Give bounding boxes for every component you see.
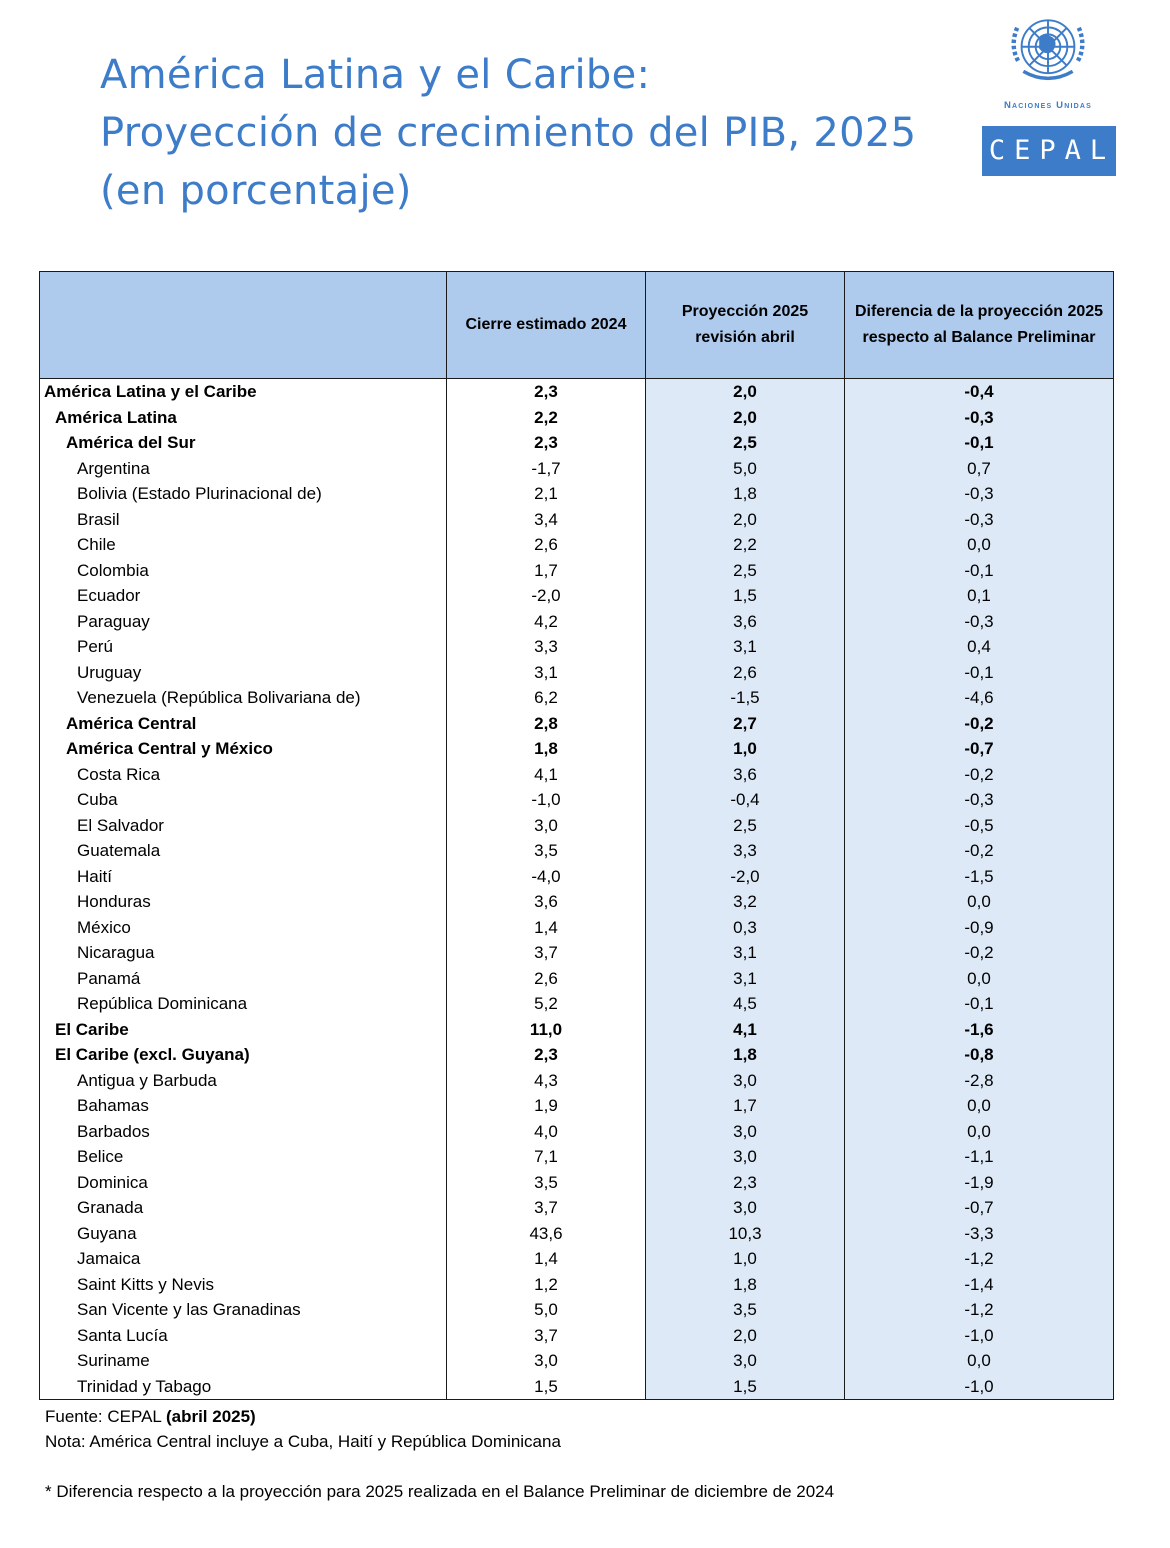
- title-line-2: Proyección de crecimiento del PIB, 2025: [100, 110, 917, 156]
- cell-diferencia: -0,2: [845, 940, 1114, 966]
- table-row: [40, 583, 1114, 609]
- cell-proyeccion-2025: 3,0: [646, 1068, 845, 1094]
- cell-cierre-2024: 5,0: [447, 1297, 646, 1323]
- cell-proyeccion-2025: 2,5: [646, 430, 845, 456]
- cell-proyeccion-2025: 3,0: [646, 1348, 845, 1374]
- cell-diferencia: -1,0: [845, 1323, 1114, 1349]
- row-label: Uruguay: [40, 660, 447, 686]
- naciones-unidas-text: Naciones Unidas: [1003, 100, 1093, 111]
- cell-proyeccion-2025: 1,5: [646, 583, 845, 609]
- row-label: América del Sur: [40, 430, 447, 456]
- row-label: Venezuela (República Bolivariana de): [40, 685, 447, 711]
- table-row: [40, 481, 1114, 507]
- cell-cierre-2024: -1,7: [447, 456, 646, 482]
- table-row: [40, 864, 1114, 890]
- cell-proyeccion-2025: 3,1: [646, 634, 845, 660]
- cell-cierre-2024: 3,4: [447, 507, 646, 533]
- cell-proyeccion-2025: 2,0: [646, 1323, 845, 1349]
- cell-proyeccion-2025: 3,5: [646, 1297, 845, 1323]
- page-title: [100, 46, 960, 220]
- cell-cierre-2024: -1,0: [447, 787, 646, 813]
- cell-proyeccion-2025: 2,7: [646, 711, 845, 737]
- row-label: Barbados: [40, 1119, 447, 1145]
- row-label: Perú: [40, 634, 447, 660]
- row-label: México: [40, 915, 447, 941]
- notes: [45, 1404, 561, 1454]
- table-row: [40, 762, 1114, 788]
- cell-proyeccion-2025: 3,2: [646, 889, 845, 915]
- cell-diferencia: -0,5: [845, 813, 1114, 839]
- cell-cierre-2024: 3,5: [447, 1170, 646, 1196]
- cell-diferencia: -1,2: [845, 1246, 1114, 1272]
- row-label: Chile: [40, 532, 447, 558]
- table-row: [40, 1195, 1114, 1221]
- row-label: El Salvador: [40, 813, 447, 839]
- cell-cierre-2024: 1,4: [447, 915, 646, 941]
- cell-proyeccion-2025: 4,5: [646, 991, 845, 1017]
- cell-cierre-2024: 3,5: [447, 838, 646, 864]
- cell-diferencia: -0,7: [845, 1195, 1114, 1221]
- table-header-row: [40, 272, 1114, 379]
- cell-cierre-2024: 2,3: [447, 1042, 646, 1068]
- cell-diferencia: -0,1: [845, 558, 1114, 584]
- table-row: [40, 430, 1114, 456]
- cell-diferencia: -0,2: [845, 838, 1114, 864]
- cell-diferencia: -1,1: [845, 1144, 1114, 1170]
- table-row: [40, 379, 1114, 405]
- cell-diferencia: -1,9: [845, 1170, 1114, 1196]
- cell-cierre-2024: -2,0: [447, 583, 646, 609]
- row-label: Panamá: [40, 966, 447, 992]
- cell-cierre-2024: 4,1: [447, 762, 646, 788]
- cell-cierre-2024: -4,0: [447, 864, 646, 890]
- cell-diferencia: 0,0: [845, 889, 1114, 915]
- row-label: América Latina: [40, 405, 447, 431]
- cell-cierre-2024: 2,3: [447, 430, 646, 456]
- cell-diferencia: -1,4: [845, 1272, 1114, 1298]
- cell-diferencia: -0,3: [845, 481, 1114, 507]
- row-label: El Caribe: [40, 1017, 447, 1043]
- cell-proyeccion-2025: 2,2: [646, 532, 845, 558]
- cell-cierre-2024: 3,7: [447, 1195, 646, 1221]
- cell-cierre-2024: 1,2: [447, 1272, 646, 1298]
- cell-proyeccion-2025: 2,0: [646, 379, 845, 405]
- cell-proyeccion-2025: 1,7: [646, 1093, 845, 1119]
- cell-diferencia: -1,0: [845, 1374, 1114, 1400]
- row-label: Honduras: [40, 889, 447, 915]
- cell-diferencia: -0,7: [845, 736, 1114, 762]
- cell-proyeccion-2025: 2,3: [646, 1170, 845, 1196]
- cell-cierre-2024: 1,7: [447, 558, 646, 584]
- cell-diferencia: -0,3: [845, 405, 1114, 431]
- table-row: [40, 609, 1114, 635]
- table-row: [40, 456, 1114, 482]
- row-label: América Latina y el Caribe: [40, 379, 447, 405]
- cell-proyeccion-2025: 5,0: [646, 456, 845, 482]
- row-label: Saint Kitts y Nevis: [40, 1272, 447, 1298]
- row-label: Suriname: [40, 1348, 447, 1374]
- cell-cierre-2024: 3,0: [447, 813, 646, 839]
- table-row: [40, 1017, 1114, 1043]
- table-row: [40, 558, 1114, 584]
- cell-cierre-2024: 6,2: [447, 685, 646, 711]
- table-row: [40, 1272, 1114, 1298]
- cell-cierre-2024: 4,2: [447, 609, 646, 635]
- cell-diferencia: -4,6: [845, 685, 1114, 711]
- cell-proyeccion-2025: 2,5: [646, 558, 845, 584]
- cell-cierre-2024: 1,4: [447, 1246, 646, 1272]
- table-row: [40, 507, 1114, 533]
- cell-proyeccion-2025: 3,1: [646, 966, 845, 992]
- row-label: Belice: [40, 1144, 447, 1170]
- footnote: * Diferencia respecto a la proyección para 2025 realizada en el Balance Preliminar de diciembre de 2024: [45, 1482, 835, 1501]
- table-row: [40, 838, 1114, 864]
- cell-cierre-2024: 4,0: [447, 1119, 646, 1145]
- cell-diferencia: -0,1: [845, 991, 1114, 1017]
- cell-proyeccion-2025: 1,0: [646, 1246, 845, 1272]
- cell-cierre-2024: 3,7: [447, 1323, 646, 1349]
- cell-diferencia: -0,2: [845, 711, 1114, 737]
- cell-proyeccion-2025: 3,0: [646, 1195, 845, 1221]
- nota-line: Nota: América Central incluye a Cuba, Haití y República Dominicana: [45, 1432, 561, 1451]
- row-label: Argentina: [40, 456, 447, 482]
- cell-diferencia: -2,8: [845, 1068, 1114, 1094]
- cell-proyeccion-2025: 1,0: [646, 736, 845, 762]
- cell-diferencia: -0,3: [845, 787, 1114, 813]
- table-row: [40, 405, 1114, 431]
- cell-diferencia: 0,0: [845, 1093, 1114, 1119]
- cell-cierre-2024: 3,6: [447, 889, 646, 915]
- table-row: [40, 1144, 1114, 1170]
- cell-cierre-2024: 3,3: [447, 634, 646, 660]
- cell-proyeccion-2025: 3,1: [646, 940, 845, 966]
- cell-diferencia: -0,4: [845, 379, 1114, 405]
- title-line-1: América Latina y el Caribe:: [100, 52, 651, 98]
- cell-proyeccion-2025: 3,3: [646, 838, 845, 864]
- table-body: [40, 379, 1114, 1400]
- source-date: (abril 2025): [165, 1407, 256, 1426]
- cell-cierre-2024: 1,9: [447, 1093, 646, 1119]
- title-line-3: (en porcentaje): [100, 168, 412, 214]
- cell-diferencia: -1,6: [845, 1017, 1114, 1043]
- table-row: [40, 660, 1114, 686]
- row-label: América Central y México: [40, 736, 447, 762]
- cell-proyeccion-2025: 1,8: [646, 1272, 845, 1298]
- table-row: [40, 966, 1114, 992]
- cell-cierre-2024: 1,5: [447, 1374, 646, 1400]
- cell-diferencia: -0,2: [845, 762, 1114, 788]
- table-row: [40, 1170, 1114, 1196]
- cepal-logo: [978, 8, 1118, 180]
- row-label: Bahamas: [40, 1093, 447, 1119]
- cell-diferencia: -0,3: [845, 609, 1114, 635]
- cell-diferencia: 0,0: [845, 532, 1114, 558]
- table-row: [40, 1297, 1114, 1323]
- row-label: Guatemala: [40, 838, 447, 864]
- cell-proyeccion-2025: 2,5: [646, 813, 845, 839]
- cell-proyeccion-2025: 3,0: [646, 1144, 845, 1170]
- table-row: [40, 1323, 1114, 1349]
- cell-diferencia: -0,1: [845, 430, 1114, 456]
- gdp-projection-table: [39, 271, 1114, 1400]
- cell-proyeccion-2025: -1,5: [646, 685, 845, 711]
- row-label: Bolivia (Estado Plurinacional de): [40, 481, 447, 507]
- cell-diferencia: -0,1: [845, 660, 1114, 686]
- row-label: República Dominicana: [40, 991, 447, 1017]
- table-row: [40, 685, 1114, 711]
- table-row: [40, 940, 1114, 966]
- table-row: [40, 915, 1114, 941]
- table-row: [40, 736, 1114, 762]
- cell-diferencia: 0,1: [845, 583, 1114, 609]
- cell-cierre-2024: 3,7: [447, 940, 646, 966]
- row-label: América Central: [40, 711, 447, 737]
- table-row: [40, 1221, 1114, 1247]
- row-label: Granada: [40, 1195, 447, 1221]
- cell-diferencia: 0,4: [845, 634, 1114, 660]
- cepal-wordmark: CEPAL: [982, 126, 1116, 176]
- header-cierre-2024: Cierre estimado 2024: [447, 272, 646, 379]
- row-label: Ecuador: [40, 583, 447, 609]
- un-emblem-icon: [1003, 8, 1093, 96]
- cell-diferencia: -3,3: [845, 1221, 1114, 1247]
- cell-diferencia: 0,0: [845, 966, 1114, 992]
- cell-cierre-2024: 3,0: [447, 1348, 646, 1374]
- row-label: Santa Lucía: [40, 1323, 447, 1349]
- cell-cierre-2024: 4,3: [447, 1068, 646, 1094]
- cell-cierre-2024: 1,8: [447, 736, 646, 762]
- cell-cierre-2024: 5,2: [447, 991, 646, 1017]
- table-row: [40, 1068, 1114, 1094]
- cell-proyeccion-2025: 2,0: [646, 507, 845, 533]
- row-label: Nicaragua: [40, 940, 447, 966]
- cell-proyeccion-2025: -0,4: [646, 787, 845, 813]
- source-line: [45, 1404, 561, 1429]
- table-row: [40, 1246, 1114, 1272]
- row-label: Brasil: [40, 507, 447, 533]
- cell-proyeccion-2025: 0,3: [646, 915, 845, 941]
- cell-proyeccion-2025: 3,0: [646, 1119, 845, 1145]
- cell-diferencia: -0,9: [845, 915, 1114, 941]
- cell-cierre-2024: 7,1: [447, 1144, 646, 1170]
- table-row: [40, 813, 1114, 839]
- cell-proyeccion-2025: 4,1: [646, 1017, 845, 1043]
- cell-proyeccion-2025: 2,6: [646, 660, 845, 686]
- row-label: Cuba: [40, 787, 447, 813]
- table-row: [40, 889, 1114, 915]
- header-country: [40, 272, 447, 379]
- table-row: [40, 991, 1114, 1017]
- cell-cierre-2024: 2,8: [447, 711, 646, 737]
- header-diferencia: Diferencia de la proyección 2025 respecto al Balance Preliminar: [845, 272, 1114, 379]
- source-prefix: Fuente: CEPAL: [45, 1407, 166, 1426]
- row-label: El Caribe (excl. Guyana): [40, 1042, 447, 1068]
- cell-cierre-2024: 2,6: [447, 532, 646, 558]
- cell-proyeccion-2025: 3,6: [646, 609, 845, 635]
- cell-cierre-2024: 2,3: [447, 379, 646, 405]
- table-row: [40, 1042, 1114, 1068]
- table-row: [40, 1374, 1114, 1400]
- cell-cierre-2024: 11,0: [447, 1017, 646, 1043]
- cell-cierre-2024: 2,6: [447, 966, 646, 992]
- gdp-table-container: [39, 271, 1113, 1400]
- cell-proyeccion-2025: 3,6: [646, 762, 845, 788]
- cell-diferencia: -0,3: [845, 507, 1114, 533]
- table-row: [40, 1093, 1114, 1119]
- table-row: [40, 787, 1114, 813]
- cell-diferencia: 0,7: [845, 456, 1114, 482]
- cell-diferencia: 0,0: [845, 1348, 1114, 1374]
- row-label: Colombia: [40, 558, 447, 584]
- table-row: [40, 711, 1114, 737]
- cell-proyeccion-2025: -2,0: [646, 864, 845, 890]
- table-row: [40, 634, 1114, 660]
- cell-proyeccion-2025: 1,5: [646, 1374, 845, 1400]
- cell-cierre-2024: 2,2: [447, 405, 646, 431]
- table-row: [40, 532, 1114, 558]
- cell-cierre-2024: 2,1: [447, 481, 646, 507]
- row-label: Dominica: [40, 1170, 447, 1196]
- row-label: Guyana: [40, 1221, 447, 1247]
- cell-proyeccion-2025: 2,0: [646, 405, 845, 431]
- cell-proyeccion-2025: 1,8: [646, 1042, 845, 1068]
- row-label: San Vicente y las Granadinas: [40, 1297, 447, 1323]
- row-label: Haití: [40, 864, 447, 890]
- cell-diferencia: -1,2: [845, 1297, 1114, 1323]
- header-proyeccion-2025: Proyección 2025 revisión abril: [646, 272, 845, 379]
- row-label: Jamaica: [40, 1246, 447, 1272]
- cell-proyeccion-2025: 10,3: [646, 1221, 845, 1247]
- cell-diferencia: -1,5: [845, 864, 1114, 890]
- row-label: Trinidad y Tabago: [40, 1374, 447, 1400]
- cell-diferencia: 0,0: [845, 1119, 1114, 1145]
- cell-cierre-2024: 43,6: [447, 1221, 646, 1247]
- cell-proyeccion-2025: 1,8: [646, 481, 845, 507]
- row-label: Paraguay: [40, 609, 447, 635]
- cell-cierre-2024: 3,1: [447, 660, 646, 686]
- row-label: Costa Rica: [40, 762, 447, 788]
- cell-diferencia: -0,8: [845, 1042, 1114, 1068]
- table-row: [40, 1119, 1114, 1145]
- table-row: [40, 1348, 1114, 1374]
- row-label: Antigua y Barbuda: [40, 1068, 447, 1094]
